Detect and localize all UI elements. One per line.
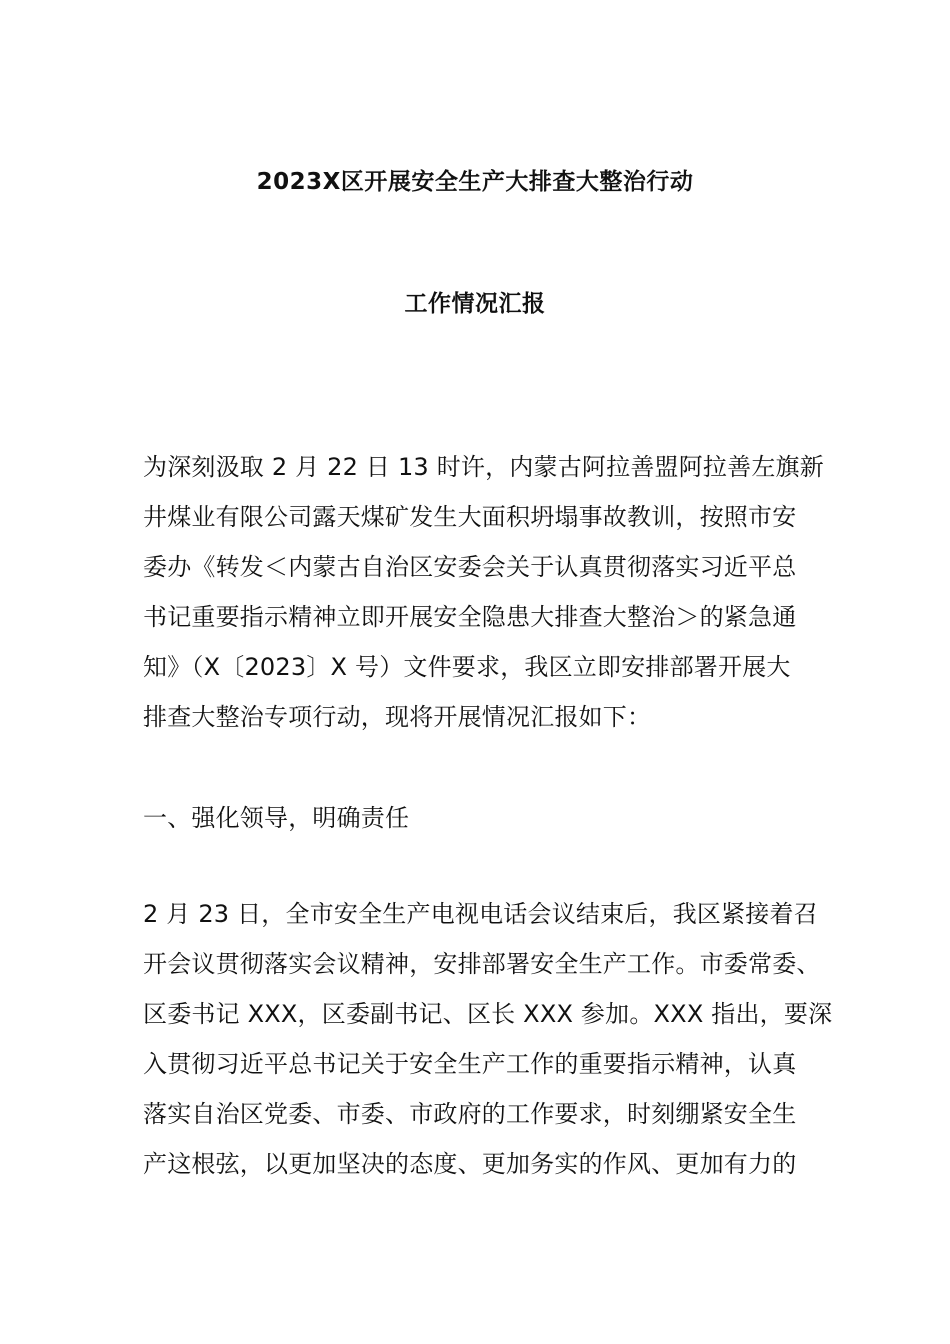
paragraph-line: 委办《转发＜内蒙古自治区安委会关于认真贯彻落实习近平总 [143, 553, 797, 581]
paragraph-line: 入贯彻习近平总书记关于安全生产工作的重要指示精神，认真 [143, 1050, 797, 1078]
paragraph-line: 为深刻汲取 2 月 22 日 13 时许，内蒙古阿拉善盟阿拉善左旗新 [143, 453, 824, 481]
document-title-line-1: 2023X区开展安全生产大排查大整治行动 [256, 169, 694, 195]
document-title-line-2: 工作情况汇报 [404, 291, 546, 317]
paragraph-line: 书记重要指示精神立即开展安全隐患大排查大整治＞的紧急通 [143, 603, 797, 631]
section-heading [143, 793, 823, 843]
paragraph-line: 2 月 23 日，全市安全生产电视电话会议结束后，我区紧接着召 [143, 900, 818, 928]
paragraph-line: 区委书记 XXX，区委副书记、区长 XXX 参加。XXX 指出，要深 [143, 1000, 833, 1028]
paragraph-line: 井煤业有限公司露天煤矿发生大面积坍塌事故教训，按照市安 [143, 503, 797, 531]
paragraph-line: 落实自治区党委、市委、市政府的工作要求，时刻绷紧安全生 [143, 1100, 797, 1128]
paragraph-line: 开会议贯彻落实会议精神，安排部署安全生产工作。市委常委、 [143, 950, 821, 978]
paragraph-line: 产这根弦，以更加坚决的态度、更加务实的作风、更加有力的 [143, 1150, 797, 1178]
paragraph-line: 知》（X〔2023〕X 号）文件要求，我区立即安排部署开展大 [143, 653, 791, 681]
paragraph-intro [143, 442, 823, 742]
paragraph-section-1 [143, 889, 833, 1189]
paragraph-line: 排查大整治专项行动，现将开展情况汇报如下： [143, 703, 652, 731]
section-heading-text: 一、强化领导，明确责任 [143, 804, 410, 832]
